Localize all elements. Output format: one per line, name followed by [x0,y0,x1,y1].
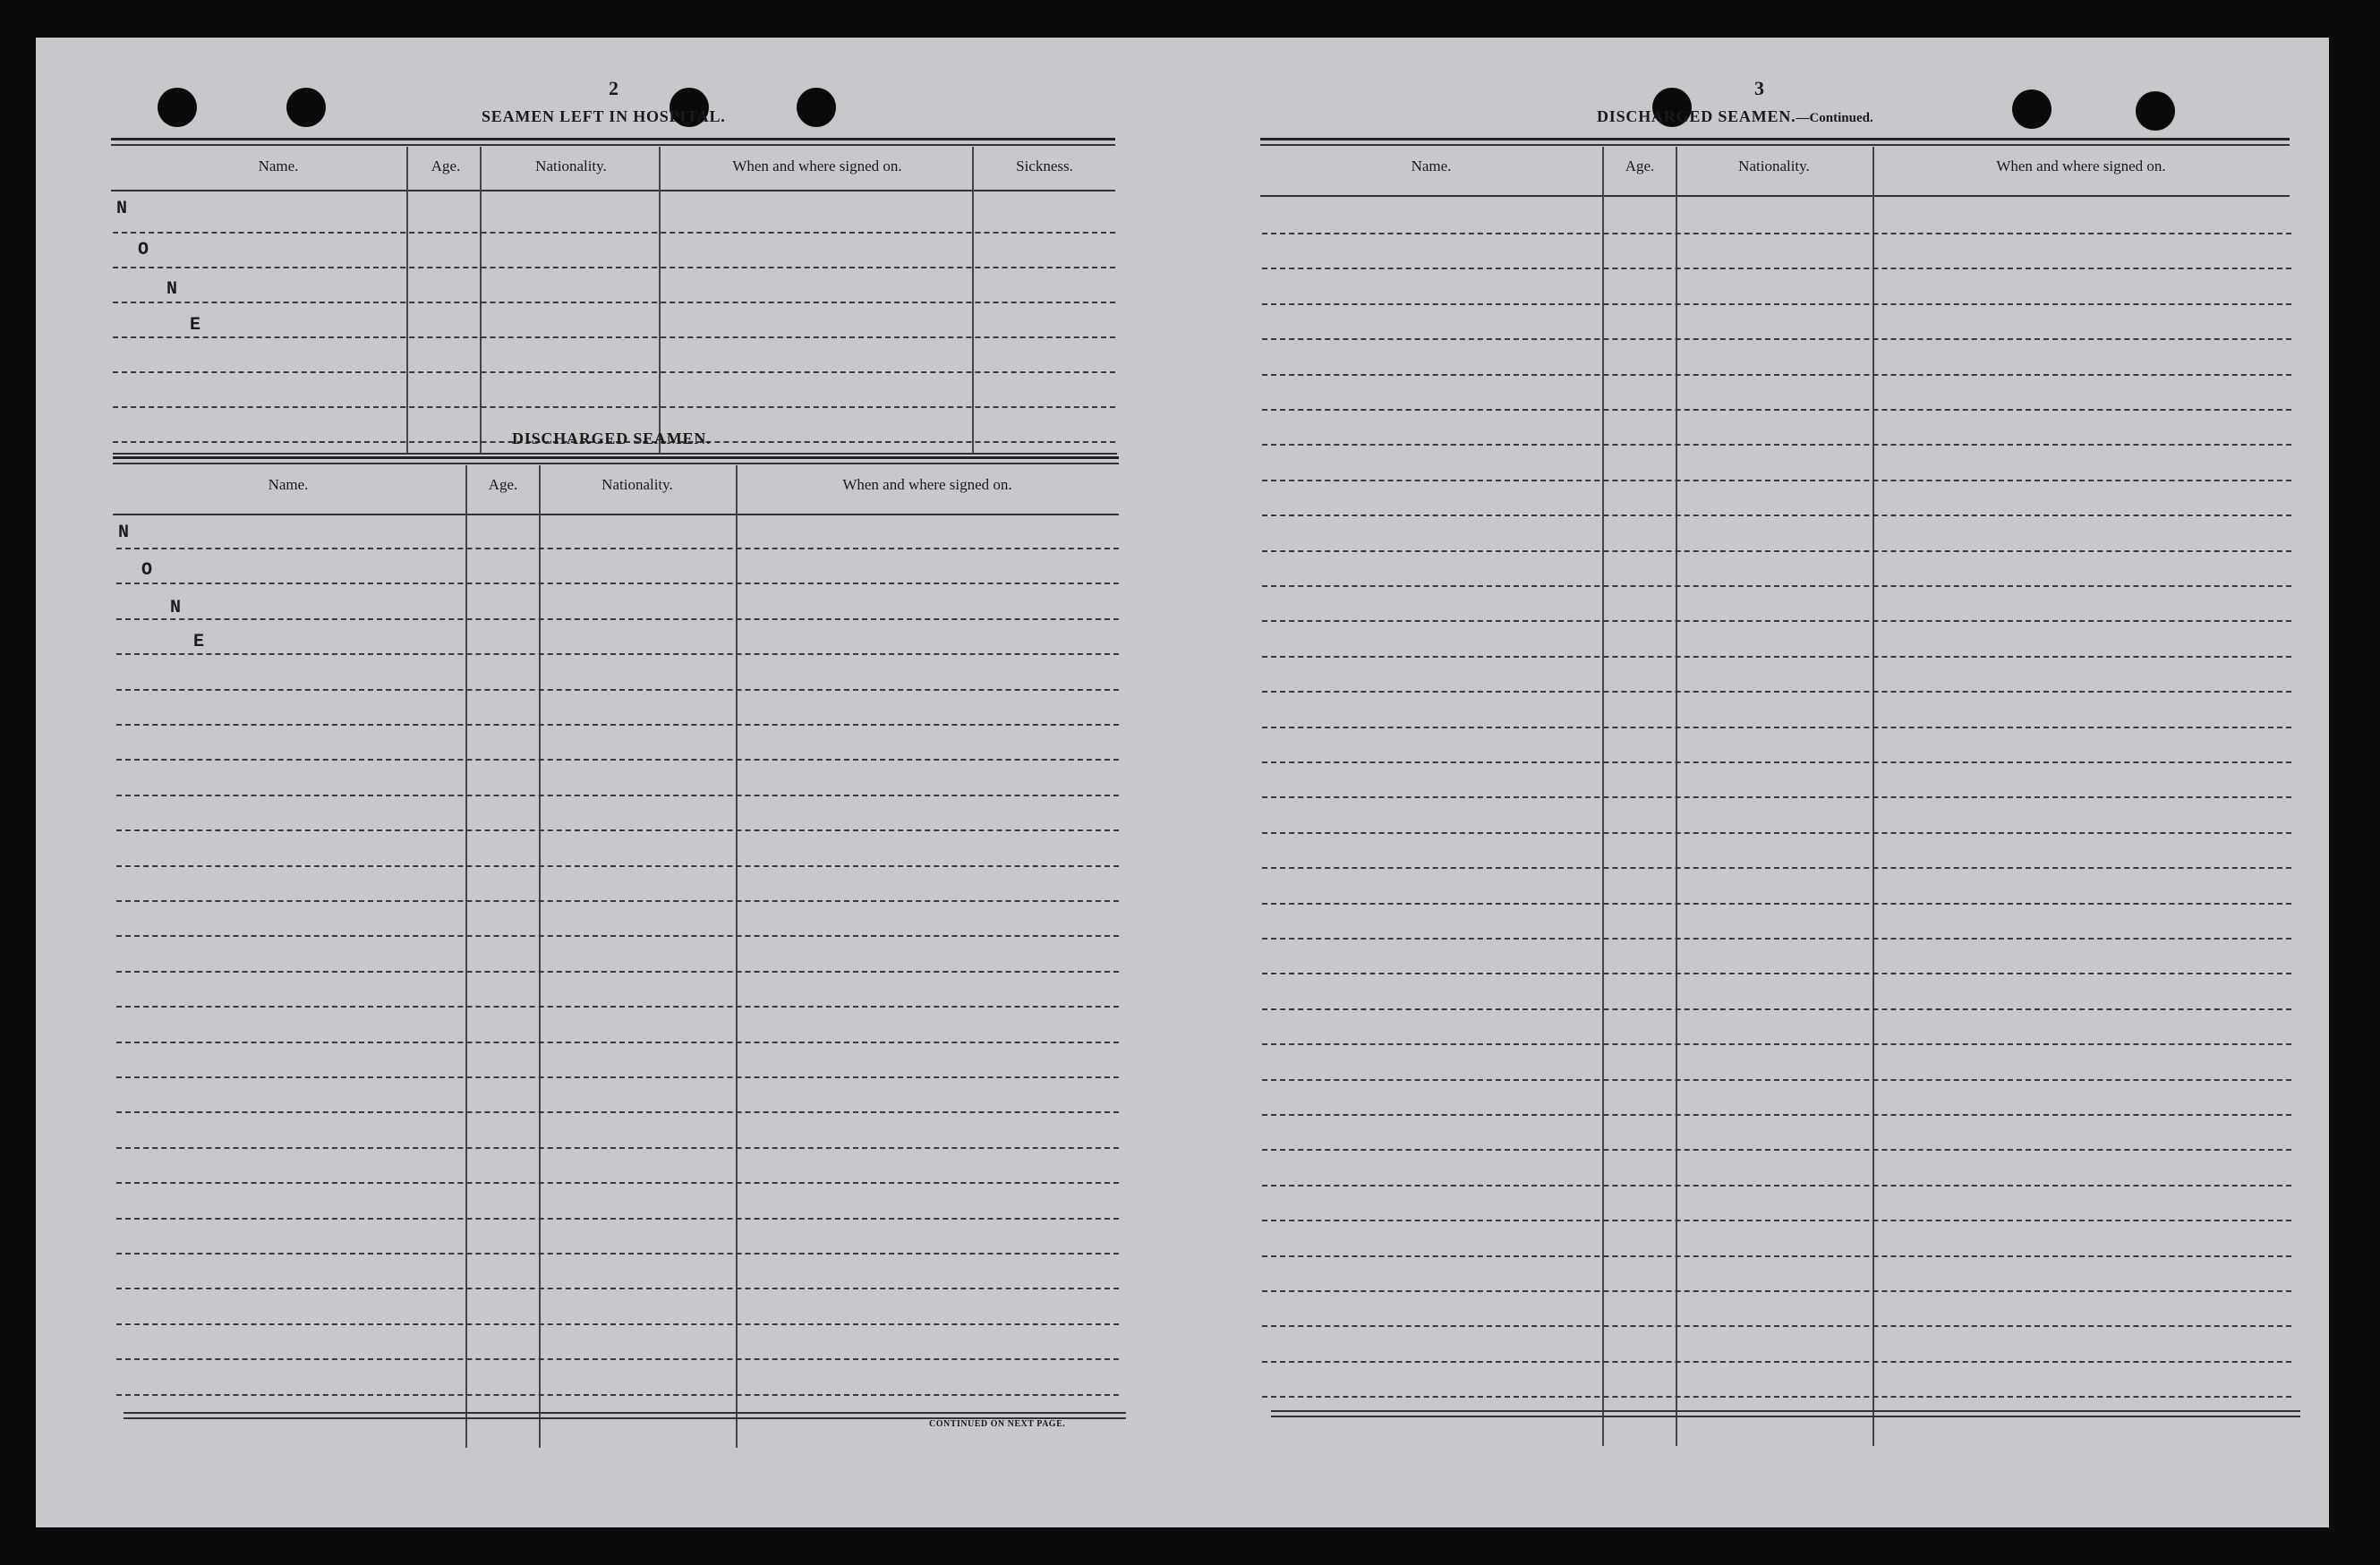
entry-line [116,1006,1119,1008]
entry-line [1262,1185,2291,1187]
entry-line [1262,903,2291,905]
col-head-nationality: Nationality. [535,157,607,174]
page-number-left: 2 [609,77,618,99]
discharged-continued-title [1597,107,1873,126]
table-head-rule [1260,195,2290,197]
entry-line [1262,1325,2291,1327]
entry-line [116,1182,1119,1184]
entry-line [1262,480,2291,481]
entry-line [116,1111,1119,1113]
handwritten-entry: O [138,240,149,260]
entry-line [116,795,1119,796]
entry-line [1262,1149,2291,1151]
entry-line [116,653,1119,655]
col-head-name: Name. [258,157,299,174]
entry-line [1262,938,2291,940]
handwritten-entry: N [118,523,130,543]
entry-line [116,900,1119,902]
entry-line [116,1323,1119,1325]
entry-line [1262,1114,2291,1116]
punch-hole [158,88,197,127]
entry-line [1262,444,2291,446]
continued-note: CONTINUED ON NEXT PAGE. [929,1419,1066,1429]
entry-line [116,1076,1119,1078]
entry-line [1262,515,2291,516]
punch-hole [797,88,836,127]
handwritten-entry: N [166,279,178,300]
entry-line [1262,1396,2291,1398]
entry-line [116,724,1119,726]
entry-line [1262,550,2291,552]
entry-line [113,267,1115,268]
entry-line [1262,409,2291,411]
bottom-rule [1271,1416,2300,1417]
title-suffix: —Continued. [1796,111,1873,125]
entry-line [1262,656,2291,658]
section-rule [113,463,1119,464]
bottom-rule [1271,1410,2300,1412]
discharged-section-title: DISCHARGED SEAMEN. [512,430,712,447]
entry-line [1262,303,2291,305]
entry-line [116,689,1119,691]
handwritten-entry: O [141,560,153,581]
table-head-rule [113,514,1119,515]
entry-line [1262,338,2291,340]
header-rule [1260,144,2290,146]
handwritten-entry: N [170,598,182,618]
entry-line [1262,761,2291,763]
title-text: DISCHARGED SEAMEN. [1597,107,1796,125]
col-head-nationality: Nationality. [1738,157,1810,174]
section-rule [113,453,1117,455]
entry-line [1262,233,2291,234]
column-divider [465,465,467,1448]
col-head-nationality: Nationality. [601,476,673,493]
entry-line [116,583,1119,584]
entry-line [1262,1361,2291,1363]
entry-line [1262,691,2291,693]
table-head-rule [111,190,1115,191]
header-rule [111,138,1115,140]
column-divider [736,465,738,1448]
punch-hole [2136,91,2175,131]
entry-line [116,971,1119,973]
entry-line [1262,1079,2291,1081]
entry-line [113,406,1115,408]
entry-line [1262,1290,2291,1292]
handwritten-entry: E [190,315,201,336]
entry-line [116,618,1119,620]
entry-line [1262,1220,2291,1221]
entry-line [116,829,1119,831]
entry-line [1262,832,2291,834]
handwritten-entry: E [193,632,205,652]
header-rule [111,144,1115,146]
handwritten-entry: N [116,199,128,219]
col-head-sickness: Sickness. [1016,157,1073,174]
section-rule [113,456,1119,459]
entry-line [1262,374,2291,376]
entry-line [1262,796,2291,798]
entry-line [1262,727,2291,728]
punch-hole [286,88,326,127]
header-rule [1260,138,2290,140]
punch-hole [2012,89,2052,129]
entry-line [113,336,1115,338]
entry-line [116,1042,1119,1043]
entry-line [1262,585,2291,587]
col-head-signed-on: When and where signed on. [842,476,1012,493]
entry-line [1262,867,2291,869]
column-divider [539,465,541,1448]
entry-line [113,371,1115,373]
entry-line [1262,1008,2291,1010]
page-number-right: 3 [1754,77,1764,99]
entry-line [113,302,1115,303]
entry-line [116,1253,1119,1255]
entry-line [116,548,1119,549]
col-head-signed-on: When and where signed on. [1996,157,2166,174]
entry-line [116,1147,1119,1149]
entry-line [116,935,1119,937]
bottom-rule [124,1412,1126,1414]
entry-line [116,1358,1119,1360]
entry-line [116,1218,1119,1220]
hospital-section-title: SEAMEN LEFT IN HOSPITAL. [482,107,726,125]
col-head-name: Name. [1411,157,1452,174]
col-head-signed-on: When and where signed on. [732,157,902,174]
entry-line [1262,973,2291,974]
entry-line [116,865,1119,867]
entry-line [1262,1255,2291,1257]
col-head-age: Age. [431,157,461,174]
entry-line [116,1288,1119,1289]
col-head-name: Name. [268,476,309,493]
col-head-age: Age. [1625,157,1655,174]
entry-line [1262,620,2291,622]
entry-line [113,232,1115,234]
entry-line [1262,268,2291,269]
entry-line [116,1394,1119,1396]
col-head-age: Age. [488,476,518,493]
form-sheet [36,38,2329,1527]
entry-line [116,759,1119,761]
entry-line [1262,1043,2291,1045]
